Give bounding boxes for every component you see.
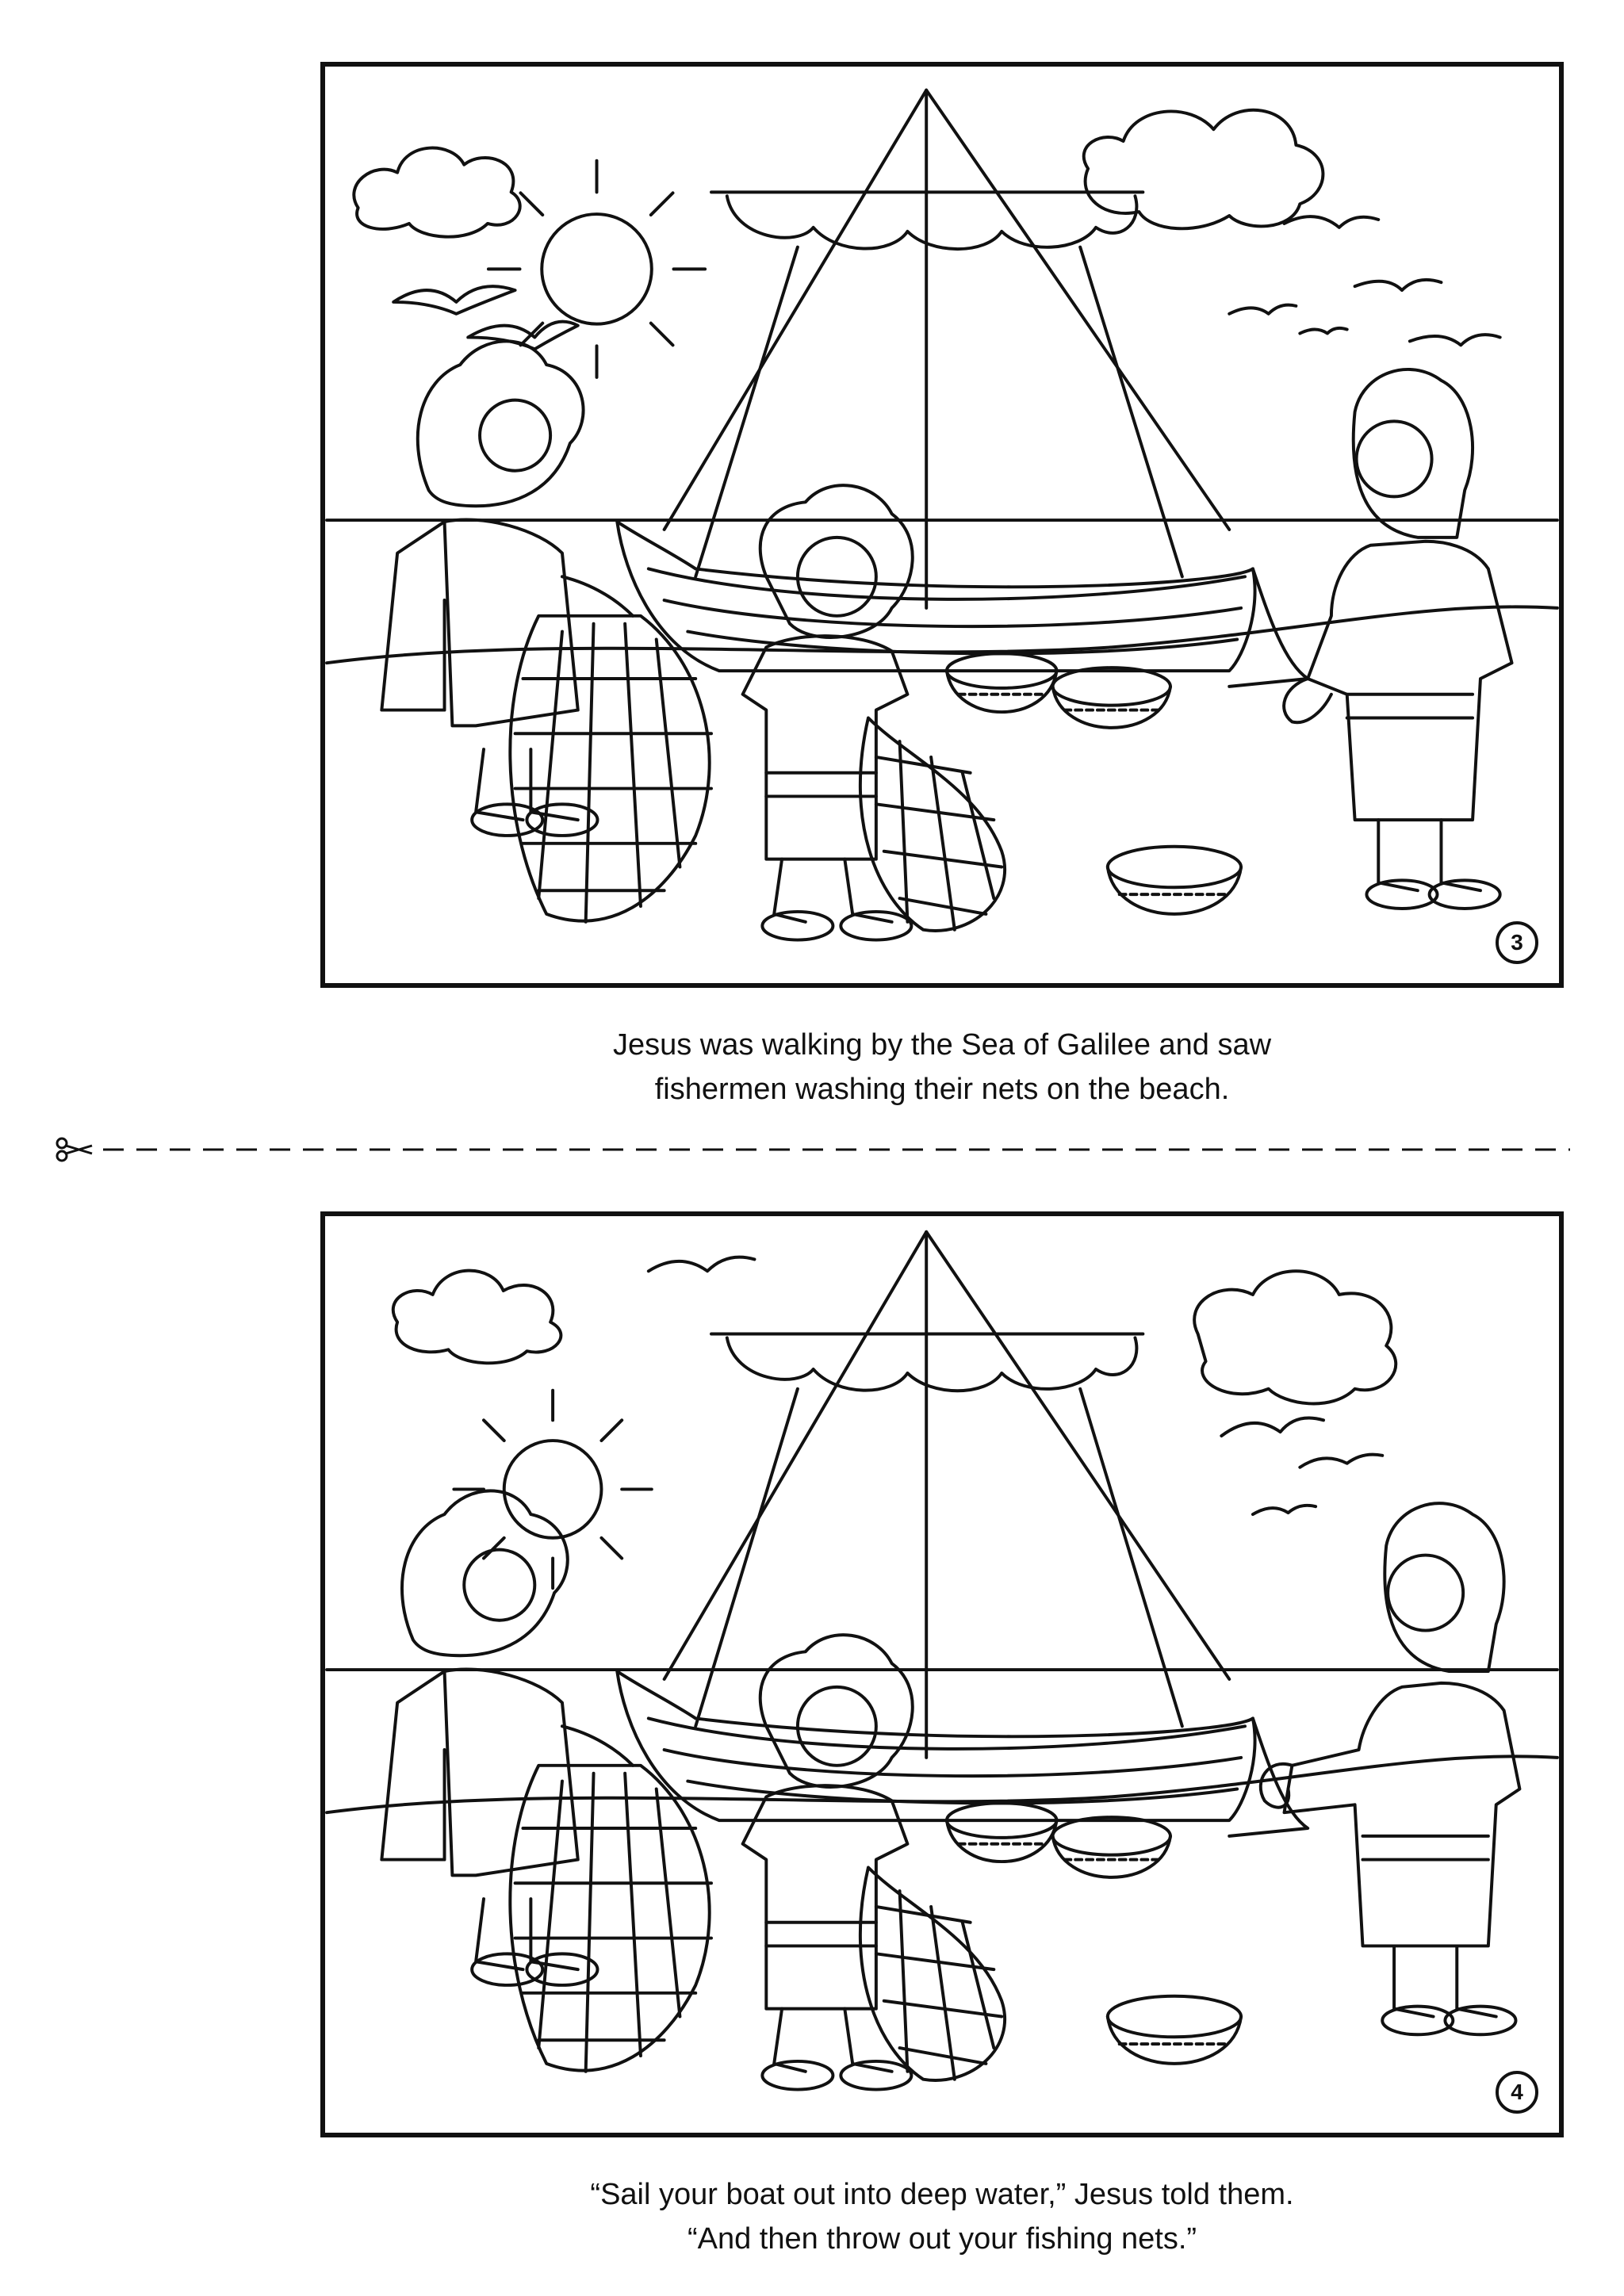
- bird-icon: [1229, 305, 1296, 314]
- fisherman-center-figure: [743, 485, 913, 939]
- fisherman-left-figure: [381, 341, 633, 836]
- bird-icon: [1300, 328, 1346, 334]
- bird-icon: [1221, 1418, 1323, 1437]
- illustration-panel-3: [320, 62, 1564, 988]
- fishermen-scene-illustration: [325, 1216, 1559, 2133]
- jesus-figure: [1284, 369, 1511, 909]
- cloud-icon: [354, 148, 519, 237]
- caption-line: Jesus was walking by the Sea of Galilee and saw: [612, 1028, 1272, 1062]
- panel-4-caption: [320, 2172, 1564, 2261]
- basket-icon: [1108, 847, 1241, 914]
- bird-icon: [1355, 280, 1442, 290]
- fisherman-center-figure: [743, 1635, 913, 2089]
- bird-icon: [1253, 1506, 1316, 1514]
- sun-icon: [454, 1391, 651, 1588]
- panel-3-caption: [320, 1023, 1564, 1112]
- basket-icon: [947, 1803, 1057, 1862]
- fisherman-left-figure: [381, 1490, 633, 1985]
- bird-icon: [1285, 216, 1379, 228]
- caption-line: fishermen washing their nets on the beach.: [654, 1073, 1230, 1106]
- basket-icon: [1108, 1996, 1241, 2064]
- boat-icon: [617, 90, 1308, 687]
- scissors-icon: [57, 1138, 92, 1161]
- panel-number-badge: 4: [1496, 2071, 1538, 2114]
- boat-icon: [617, 1232, 1308, 1836]
- basket-icon: [1053, 1817, 1170, 1877]
- bird-icon: [1410, 335, 1500, 345]
- bird-icon: [649, 1257, 755, 1272]
- cut-line: [56, 1134, 1570, 1165]
- caption-line: “And then throw out your fishing nets.”: [687, 2222, 1197, 2256]
- bird-icon: [1300, 1455, 1382, 1468]
- cloud-icon: [393, 1271, 561, 1364]
- panel-number-badge: 3: [1496, 921, 1538, 964]
- cloud-icon: [1084, 110, 1323, 229]
- illustration-panel-4: [320, 1211, 1564, 2137]
- basket-icon: [1053, 668, 1170, 728]
- basket-icon: [947, 653, 1057, 712]
- fishermen-scene-illustration: [325, 67, 1559, 983]
- bird-icon: [393, 286, 515, 314]
- cloud-icon: [1194, 1271, 1396, 1403]
- caption-line: “Sail your boat out into deep water,” Jesus told them.: [590, 2178, 1294, 2211]
- jesus-figure: [1261, 1503, 1520, 2034]
